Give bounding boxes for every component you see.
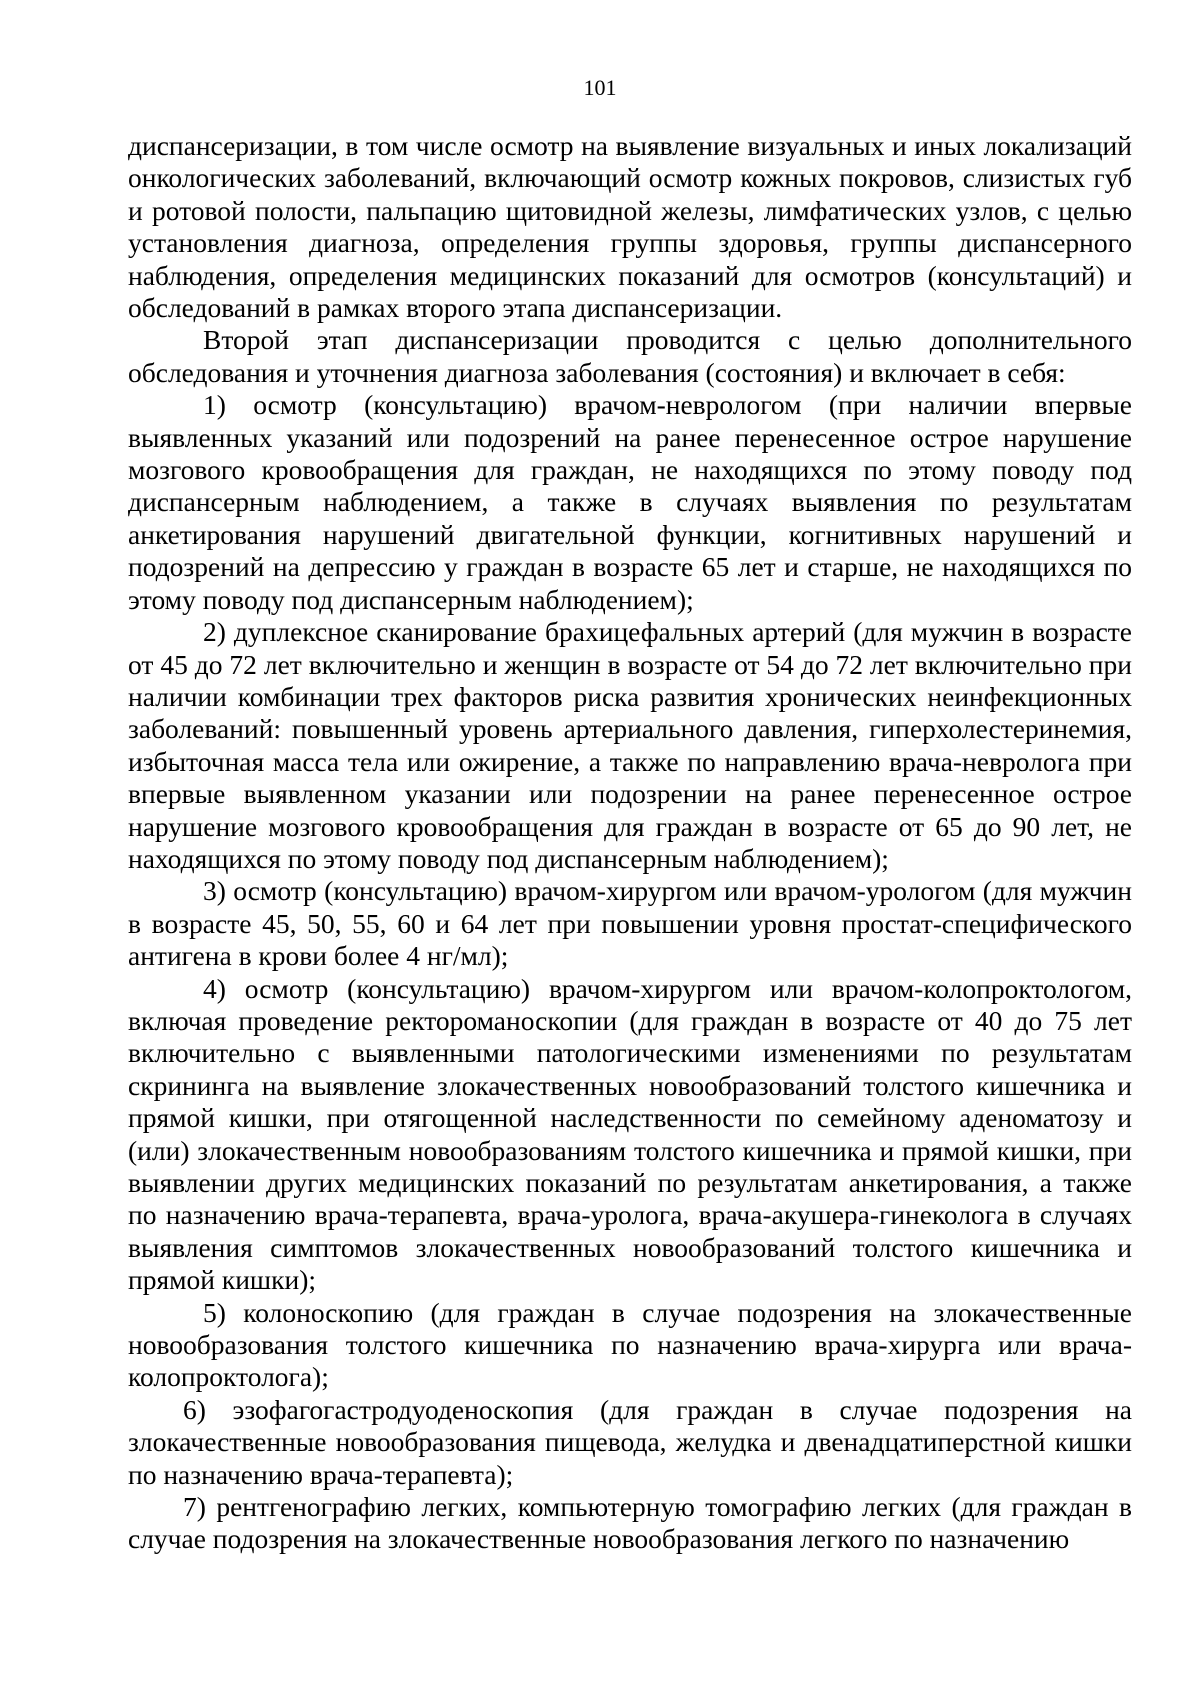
list-item-3: 3) осмотр (консультацию) врачом-хирургом или врачом-урологом (для мужчин в возрасте 45, 50, 55, 60 и 64 лет при повышении уровня простат-специфического антигена в крови более 4 нг/мл);: [128, 875, 1132, 972]
list-item-2: 2) дуплексное сканирование брахицефальных артерий (для мужчин в возрасте от 45 до 72 лет включительно и женщин в возрасте от 54 до 72 лет включительно при наличии комбинации трех факторов риска развития хронических неинфекционных заболеваний: повышенный уровень артериального давления, гиперхолестеринемия, избыточная масса тела или ожирение, а также по направлению врача-невролога при впервые выявленном указании или подозрении на ранее перенесенное острое нарушение мозгового кровообращения для граждан в возрасте от 65 до 90 лет, не находящихся по этому поводу под диспансерным наблюдением);: [128, 616, 1132, 874]
list-item-4: 4) осмотр (консультацию) врачом-хирургом или врачом-колопроктологом, включая проведение ректороманоскопии (для граждан в возрасте от 40 до 75 лет включительно с выявленными патологическими изменениями по результатам скрининга на выявление злокачественных новообразований толстого кишечника и прямой кишки, при отягощенной наследственности по семейному аденоматозу и (или) злокачественным новообразованиям толстого кишечника и прямой кишки, при выявлении других медицинских показаний по результатам анкетирования, а также по назначению врача-терапевта, врача-уролога, врача-акушера-гинеколога в случаях выявления симптомов злокачественных новообразований толстого кишечника и прямой кишки);: [128, 972, 1132, 1296]
paragraph-intro-continuation: диспансеризации, в том числе осмотр на выявление визуальных и иных локализаций онкологических заболеваний, включающий осмотр кожных покровов, слизистых губ и ротовой полости, пальпацию щитовидной железы, лимфатических узлов, с целью установления диагноза, определения группы здоровья, группы диспансерного наблюдения, определения медицинских показаний для осмотров (консультаций) и обследований в рамках второго этапа диспансеризации.: [128, 130, 1132, 324]
page-number: 101: [583, 75, 617, 100]
list-item-6: 6) эзофагогастродуоденоскопия (для граждан в случае подозрения на злокачественные новообразования пищевода, желудка и двенадцатиперстной кишки по назначению врача-терапевта);: [128, 1393, 1132, 1490]
list-item-1: 1) осмотр (консультацию) врачом-неврологом (при наличии впервые выявленных указаний или подозрений на ранее перенесенное острое нарушение мозгового кровообращения для граждан, не находящихся по этому поводу под диспансерным наблюдением, а также в случаях выявления по результатам анкетирования нарушений двигательной функции, когнитивных нарушений и подозрений на депрессию у граждан в возрасте 65 лет и старше, не находящихся по этому поводу под диспансерным наблюдением);: [128, 389, 1132, 615]
list-item-5: 5) колоноскопию (для граждан в случае подозрения на злокачественные новообразования толстого кишечника по назначению врача-хирурга или врача-колопроктолога);: [128, 1296, 1132, 1393]
list-item-7: 7) рентгенографию легких, компьютерную томографию легких (для граждан в случае подозрения на злокачественные новообразования легкого по назначению: [128, 1491, 1132, 1555]
paragraph-second-stage: Второй этап диспансеризации проводится с целью дополнительного обследования и уточнения диагноза заболевания (состояния) и включает в себя:: [128, 324, 1132, 388]
document-body: [128, 130, 1132, 1556]
